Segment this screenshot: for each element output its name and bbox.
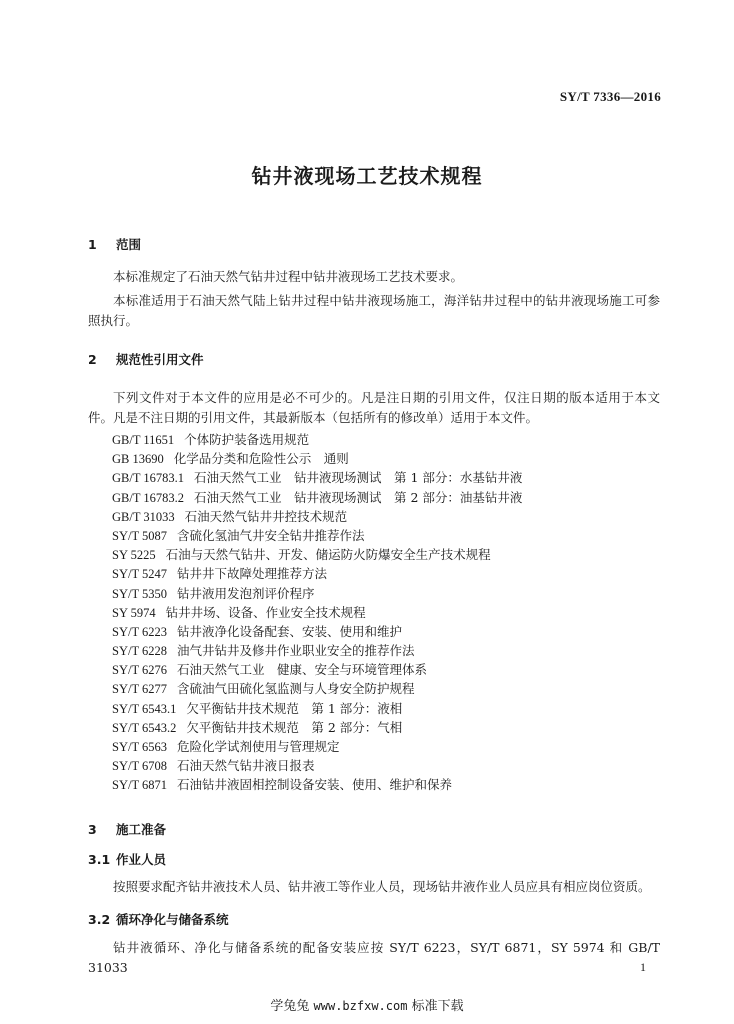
section-3-heading: [88, 820, 166, 838]
reference-item: [112, 603, 522, 622]
reference-title: 钻井液用发泡剂评价程序: [177, 585, 315, 601]
watermark: [0, 995, 734, 1014]
section-1-heading: [88, 235, 141, 253]
reference-item: [112, 641, 522, 660]
reference-code: SY/T 6223: [112, 624, 167, 639]
reference-item: [112, 584, 522, 603]
subsection-title: 作业人员: [116, 852, 167, 867]
personnel-paragraph: 按照要求配齐钻井液技术人员、钻井液工等作业人员，现场钻井液作业人员应具有相应岗位资质。: [113, 879, 651, 894]
section-number: 3: [88, 822, 97, 837]
reference-item: [112, 488, 522, 507]
reference-title: 石油天然气工业 健康、安全与环境管理体系: [177, 662, 428, 678]
reference-item: [112, 449, 522, 468]
reference-code: SY/T 6563: [112, 740, 167, 754]
section-number: 1: [88, 237, 97, 252]
watermark-url[interactable]: www.bzfxw.com: [313, 999, 408, 1013]
section-number: 2: [88, 352, 97, 367]
section-title: 施工准备: [116, 822, 167, 837]
reference-item: [112, 756, 522, 775]
reference-code: SY 5974: [112, 605, 156, 620]
scope-paragraph-2: 本标准适用于石油天然气陆上钻井过程中钻井液现场施工，海洋钻井过程中的钻井液现场施工可参照执行。: [88, 293, 660, 328]
section-2-heading: [88, 350, 204, 368]
watermark-tagline: 标准下载: [411, 999, 464, 1014]
reference-item: [112, 468, 522, 487]
reference-code: SY/T 6871: [112, 778, 167, 793]
reference-title: 钻井井下故障处理推荐方法: [177, 566, 328, 582]
reference-code: SY/T 5350: [112, 586, 167, 601]
reference-code: SY/T 6228: [112, 644, 167, 659]
reference-item: [112, 545, 522, 564]
document-title: 钻井液现场工艺技术规程: [251, 164, 483, 188]
section-title: 规范性引用文件: [116, 352, 204, 367]
subsection-3-1-heading: [88, 850, 166, 868]
reference-title: 石油与天然气钻井、开发、储运防火防爆安全生产技术规程: [165, 547, 491, 563]
reference-item: [112, 660, 522, 679]
reference-code: SY 5225: [112, 548, 156, 563]
references-intro: 下列文件对于本文件的应用是必不可少的。凡是注日期的引用文件，仅注日期的版本适用于本文件。凡是不注日期的引用文件，其最新版本（包括所有的修改单）适用于本文件。: [88, 390, 660, 425]
section-title: 范围: [116, 237, 142, 252]
reference-title: 石油天然气钻井井控技术规范: [184, 508, 348, 524]
reference-item: [112, 679, 522, 698]
reference-code: SY/T 6543.1: [112, 701, 177, 716]
reference-item: [112, 526, 522, 545]
reference-item: [112, 737, 522, 756]
reference-title: 危险化学试剂使用与管理规定: [177, 739, 340, 754]
reference-code: GB/T 31033: [112, 509, 175, 524]
subsection-3-2-heading: [88, 910, 229, 928]
subsection-number: 3.1: [88, 852, 111, 867]
reference-code: GB/T 16783.2: [112, 490, 184, 505]
reference-item: [112, 430, 522, 449]
watermark-brand: 学兔兔: [270, 999, 310, 1014]
reference-code: GB/T 16783.1: [112, 471, 184, 486]
reference-code: SY/T 6708: [112, 759, 167, 774]
reference-title: 石油天然气工业 钻井液现场测试 第 2 部分：油基钻井液: [194, 489, 523, 505]
reference-code: GB 13690: [112, 452, 164, 467]
reference-item: [112, 775, 522, 794]
reference-title: 化学品分类和危险性公示 通则: [173, 451, 349, 467]
circulation-paragraph: 钻井液循环、净化与储备系统的配备安装应按 SY/T 6223，SY/T 6871，SY 5974 和 GB/T 31033: [88, 940, 660, 975]
page-number: 1: [640, 960, 646, 974]
reference-code: SY/T 5247: [112, 567, 167, 582]
reference-title: 油气井钻井及修井作业职业安全的推荐作法: [177, 643, 415, 659]
reference-title: 钻井液净化设备配套、安装、使用和维护: [177, 623, 403, 639]
reference-item: [112, 507, 522, 526]
reference-title: 含硫化氢油气井安全钻井推荐作法: [177, 527, 365, 543]
document-code: SY/T 7336—2016: [559, 89, 661, 104]
reference-code: SY/T 5087: [112, 528, 167, 543]
reference-title: 石油天然气工业 钻井液现场测试 第 1 部分：水基钻井液: [194, 470, 523, 486]
reference-item: [112, 718, 522, 737]
reference-title: 欠平衡钻井技术规范 第 2 部分：气相: [186, 719, 403, 735]
reference-title: 含硫油气田硫化氢监测与人身安全防护规程: [177, 681, 415, 697]
reference-code: GB/T 11651: [112, 433, 175, 447]
reference-code: SY/T 6543.2: [112, 720, 177, 735]
reference-title: 石油天然气钻井液日报表: [177, 758, 315, 774]
reference-title: 钻井井场、设备、作业安全技术规程: [165, 604, 366, 620]
reference-item: [112, 622, 522, 641]
reference-item: [112, 564, 522, 583]
subsection-number: 3.2: [88, 912, 111, 927]
reference-code: SY/T 6276: [112, 663, 167, 678]
reference-code: SY/T 6277: [112, 682, 167, 697]
reference-title: 石油钻井液固相控制设备安装、使用、维护和保养: [177, 777, 453, 793]
subsection-title: 循环净化与储备系统: [116, 912, 229, 927]
reference-item: [112, 699, 522, 718]
reference-list: [112, 430, 522, 795]
reference-title: 欠平衡钻井技术规范 第 1 部分：液相: [186, 700, 403, 716]
reference-title: 个体防护装备选用规范: [184, 432, 310, 447]
scope-paragraph-1: 本标准规定了石油天然气钻井过程中钻井液现场工艺技术要求。: [113, 269, 464, 284]
